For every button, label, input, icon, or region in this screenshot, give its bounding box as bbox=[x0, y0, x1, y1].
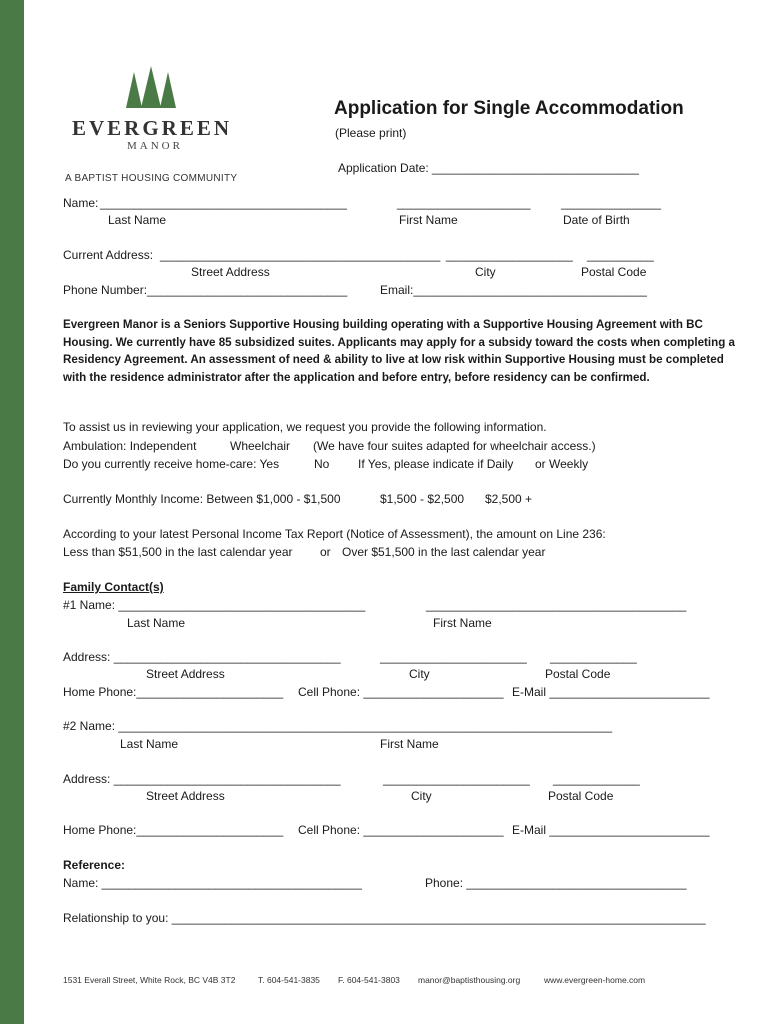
contact1-street-caption: Street Address bbox=[146, 667, 225, 681]
reference-heading: Reference: bbox=[63, 858, 126, 872]
current-city-field[interactable]: ___________________ bbox=[446, 248, 573, 262]
contact1-postal-field[interactable]: _____________ bbox=[550, 650, 637, 664]
logo-name: EVERGREEN bbox=[72, 116, 233, 140]
relationship-field[interactable]: Relationship to you: ________________________________________________________________________________ bbox=[63, 911, 706, 925]
phone-number-field[interactable]: Phone Number:______________________________ bbox=[63, 283, 348, 297]
logo-sub: MANOR bbox=[127, 140, 183, 152]
contact1-city-caption: City bbox=[409, 667, 430, 681]
ambulation-independent-option[interactable]: Ambulation: Independent bbox=[63, 439, 197, 453]
contact2-street-caption: Street Address bbox=[146, 789, 225, 803]
postal-caption: Postal Code bbox=[581, 265, 647, 279]
contact1-address-field[interactable]: Address: __________________________________ bbox=[63, 650, 341, 664]
contact2-postal-caption: Postal Code bbox=[548, 789, 614, 803]
first-name-caption: First Name bbox=[399, 213, 458, 227]
contact2-postal-field[interactable]: _____________ bbox=[553, 772, 640, 786]
footer-telephone: T. 604-541-3835 bbox=[258, 975, 320, 985]
applicant-first-name-field[interactable]: ____________________ bbox=[397, 196, 531, 210]
applicant-name-label: Name: bbox=[63, 196, 99, 210]
footer-fax: F. 604-541-3803 bbox=[338, 975, 400, 985]
last-name-caption: Last Name bbox=[108, 213, 167, 227]
contact2-address-field[interactable]: Address: __________________________________ bbox=[63, 772, 341, 786]
applicant-last-name-field[interactable]: _____________________________________ bbox=[100, 196, 347, 210]
city-caption: City bbox=[475, 265, 496, 279]
contact2-first-name-caption: First Name bbox=[380, 737, 439, 751]
contact2-email-field[interactable]: E-Mail ________________________ bbox=[512, 823, 710, 837]
income-option-3[interactable]: $2,500 + bbox=[485, 492, 533, 506]
contact1-city-field[interactable]: ______________________ bbox=[380, 650, 527, 664]
homecare-yes-option[interactable]: Do you currently receive home-care: Yes bbox=[63, 457, 280, 471]
page-subtitle: (Please print) bbox=[335, 126, 407, 140]
tax-over-option[interactable]: Over $51,500 in the last calendar year bbox=[342, 545, 546, 559]
homecare-no-option[interactable]: No bbox=[314, 457, 330, 471]
contact1-cell-phone-field[interactable]: Cell Phone: _____________________ bbox=[298, 685, 504, 699]
email-field[interactable]: Email:___________________________________ bbox=[380, 283, 647, 297]
policy-paragraph: Evergreen Manor is a Seniors Supportive Housing building operating with a Supportive Housing Agreement with BC Housing. We currently have 85 subsidized suites. Applicants may apply for a subsidy toward the costs when completing a Residency Agreement. An assessment of need & ability to live at low risk within Supportive Housing must be completed with the residence administrator after the application and before entry, before residency can be confirmed. bbox=[63, 318, 735, 384]
family-contacts-heading: Family Contact(s) bbox=[63, 580, 164, 594]
footer-website[interactable]: www.evergreen-home.com bbox=[544, 975, 646, 985]
contact1-last-name-caption: Last Name bbox=[127, 616, 186, 630]
contact2-home-phone-field[interactable]: Home Phone:______________________ bbox=[63, 823, 284, 837]
current-address-label: Current Address: bbox=[63, 248, 154, 262]
contact2-cell-phone-field[interactable]: Cell Phone: _____________________ bbox=[298, 823, 504, 837]
application-date-field[interactable]: Application Date: _______________________________ bbox=[338, 161, 639, 175]
tax-question: According to your latest Personal Income Tax Report (Notice of Assessment), the amount on Line 236: bbox=[63, 527, 606, 541]
evergreen-trees-icon bbox=[122, 66, 180, 110]
homecare-daily-option[interactable]: If Yes, please indicate if Daily bbox=[358, 457, 514, 471]
dob-caption: Date of Birth bbox=[563, 213, 630, 227]
reference-phone-field[interactable]: Phone: _________________________________ bbox=[425, 876, 687, 890]
page-title: Application for Single Accommodation bbox=[334, 98, 684, 119]
tax-or-text: or bbox=[320, 545, 331, 559]
info-intro: To assist us in reviewing your application, we request you provide the following information. bbox=[63, 420, 547, 434]
contact1-first-name-caption: First Name bbox=[433, 616, 492, 630]
contact1-first-name-field[interactable]: _______________________________________ bbox=[426, 598, 687, 612]
contact1-postal-caption: Postal Code bbox=[545, 667, 611, 681]
contact2-city-caption: City bbox=[411, 789, 432, 803]
reference-name-field[interactable]: Name: _______________________________________ bbox=[63, 876, 362, 890]
footer-address: 1531 Everall Street, White Rock, BC V4B 3T2 bbox=[63, 975, 236, 985]
footer-email[interactable]: manor@baptisthousing.org bbox=[418, 975, 521, 985]
side-accent-bar bbox=[0, 0, 24, 1024]
contact2-name-field[interactable]: #2 Name: __________________________________________________________________________ bbox=[63, 719, 613, 733]
contact1-email-field[interactable]: E-Mail ________________________ bbox=[512, 685, 710, 699]
applicant-dob-field[interactable]: _______________ bbox=[561, 196, 662, 210]
street-caption: Street Address bbox=[191, 265, 270, 279]
contact2-city-field[interactable]: ______________________ bbox=[383, 772, 530, 786]
logo-tagline: A BAPTIST HOUSING COMMUNITY bbox=[65, 173, 238, 184]
current-address-field[interactable]: __________________________________________ bbox=[160, 248, 441, 262]
income-option-2[interactable]: $1,500 - $2,500 bbox=[380, 492, 465, 506]
contact2-last-name-caption: Last Name bbox=[120, 737, 179, 751]
tax-less-option[interactable]: Less than $51,500 in the last calendar year bbox=[63, 545, 293, 559]
income-option-1[interactable]: Currently Monthly Income: Between $1,000 - $1,500 bbox=[63, 492, 341, 506]
current-postal-field[interactable]: __________ bbox=[587, 248, 654, 262]
contact1-last-name-field[interactable]: #1 Name: _____________________________________ bbox=[63, 598, 366, 612]
homecare-weekly-option[interactable]: or Weekly bbox=[535, 457, 589, 471]
wheelchair-note: (We have four suites adapted for wheelchair access.) bbox=[313, 439, 596, 453]
ambulation-wheelchair-option[interactable]: Wheelchair bbox=[230, 439, 291, 453]
contact1-home-phone-field[interactable]: Home Phone:______________________ bbox=[63, 685, 284, 699]
